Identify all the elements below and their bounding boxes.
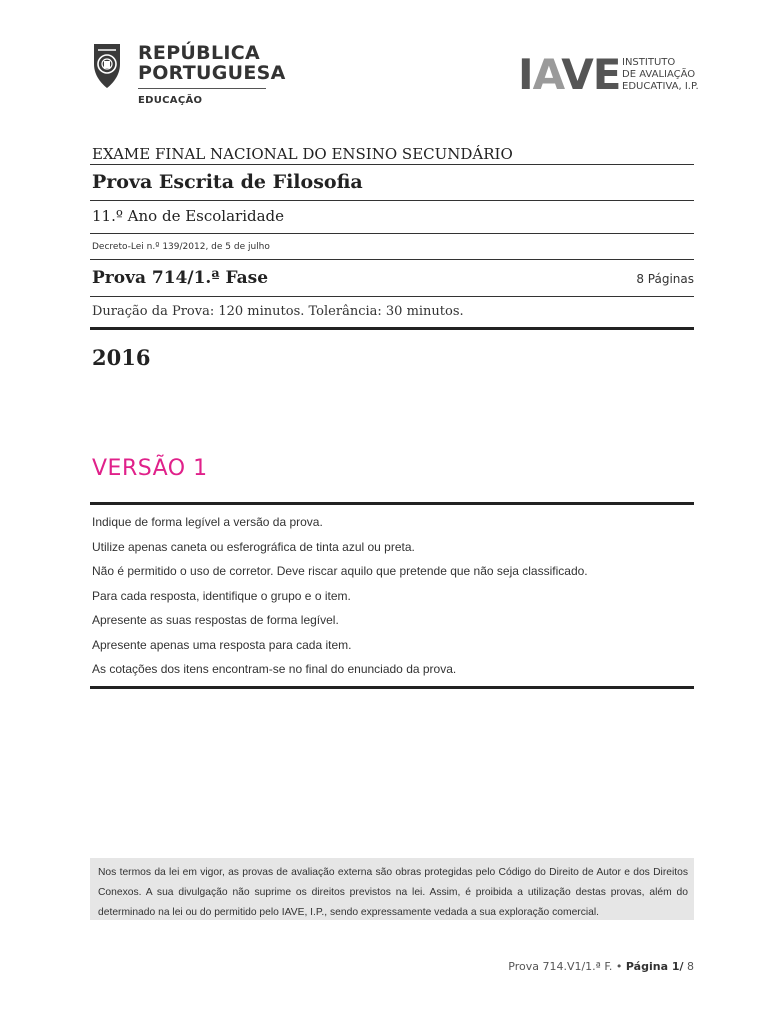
divider bbox=[90, 233, 694, 234]
exam-year: 2016 bbox=[92, 345, 151, 370]
school-year: 11.º Ano de Escolaridade bbox=[92, 207, 285, 225]
iave-logo bbox=[518, 50, 621, 99]
footer-page-total: 8 bbox=[687, 960, 694, 973]
footer-page-label: Página 1/ bbox=[625, 960, 684, 973]
instruction-item: Apresente apenas uma resposta para cada item. bbox=[92, 637, 352, 652]
instruction-item: Não é permitido o uso de corretor. Deve riscar aquilo que pretende que não seja classificado. bbox=[92, 564, 588, 578]
iave-letter-i: I bbox=[518, 50, 533, 99]
republica-divider bbox=[138, 88, 266, 89]
copyright-notice bbox=[90, 858, 694, 920]
iave-letters-ve: VE bbox=[561, 50, 621, 99]
exam-duration: Duração da Prova: 120 minutos. Tolerância: 30 minutos. bbox=[92, 304, 464, 319]
divider-thick bbox=[90, 502, 694, 505]
divider-thick bbox=[90, 327, 694, 330]
ministry-label: EDUCAÇÃO bbox=[138, 95, 203, 106]
divider bbox=[90, 200, 694, 201]
prova-title: Prova Escrita de Filosofia bbox=[92, 171, 363, 193]
iave-letter-a: A bbox=[532, 50, 562, 99]
copyright-notice-text: Nos termos da lei em vigor, as provas de avaliação externa são obras protegidas pelo Código do Direito de Autor e dos Direitos Conexos. A sua divulgação não suprime os direitos previstos na lei. Assim, é proibida a utilização destas provas, além do determinado na lei ou do permitido pelo IAVE, I.P., sendo expressamente vedada a sua exploração comercial. bbox=[98, 867, 688, 918]
prova-number: Prova 714/1.ª Fase bbox=[92, 268, 269, 288]
iave-line1: INSTITUTO bbox=[622, 57, 676, 68]
footer-prova-ref: Prova 714.V1/1.ª F. • bbox=[508, 960, 623, 973]
page-count: 8 Páginas bbox=[636, 272, 694, 286]
divider-thick bbox=[90, 686, 694, 689]
exam-version: VERSÃO 1 bbox=[92, 456, 208, 481]
instruction-item: Utilize apenas caneta ou esferográfica de tinta azul ou preta. bbox=[92, 539, 415, 554]
instruction-item: Apresente as suas respostas de forma legível. bbox=[92, 613, 339, 627]
iave-line3: EDUCATIVA, I.P. bbox=[622, 81, 699, 92]
republica-line1: REPÚBLICA bbox=[138, 42, 260, 64]
instruction-item: Para cada resposta, identifique o grupo e o item. bbox=[92, 588, 351, 603]
page-footer bbox=[508, 960, 694, 973]
republica-line2: PORTUGUESA bbox=[138, 62, 286, 84]
republica-portuguesa-logo bbox=[138, 43, 286, 83]
republica-emblem-icon bbox=[90, 42, 124, 94]
decree-reference: Decreto-Lei n.º 139/2012, de 5 de julho bbox=[92, 242, 270, 252]
iave-name bbox=[622, 57, 699, 93]
divider bbox=[90, 296, 694, 297]
instruction-item: Indique de forma legível a versão da prova. bbox=[92, 515, 323, 529]
divider bbox=[90, 164, 694, 165]
divider bbox=[90, 259, 694, 260]
instructions-list bbox=[92, 514, 692, 686]
instruction-item: As cotações dos itens encontram-se no final do enunciado da prova. bbox=[92, 662, 457, 676]
exam-type-title: EXAME FINAL NACIONAL DO ENSINO SECUNDÁRIO bbox=[92, 145, 513, 163]
iave-line2: DE AVALIAÇÃO bbox=[622, 69, 696, 80]
